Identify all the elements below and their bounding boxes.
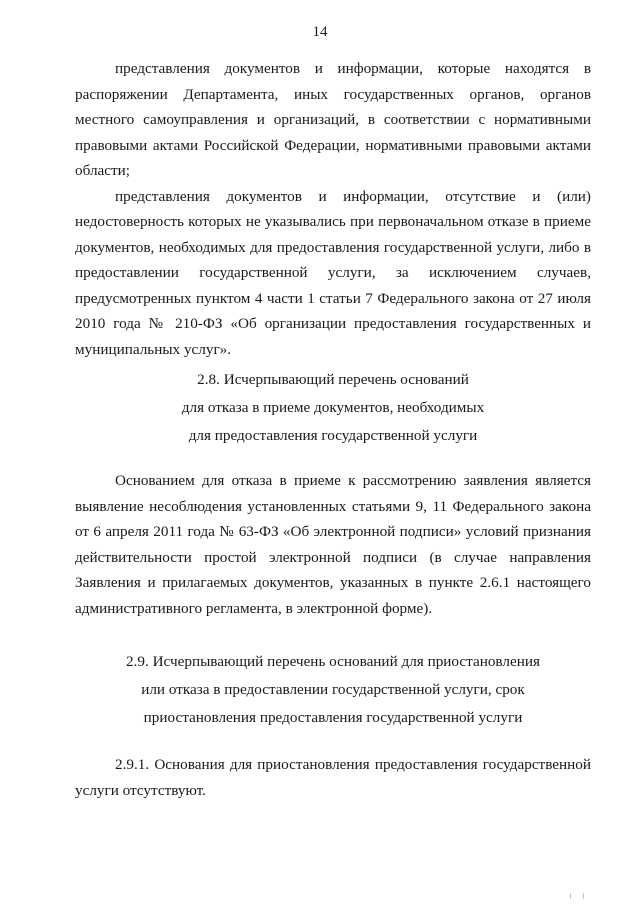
scan-artifact-mark xyxy=(570,893,571,899)
heading-2-9-line-3: приостановления предоставления государственной услуги xyxy=(143,709,523,726)
paragraph-refusal-grounds: Основанием для отказа в приеме к рассмотрению заявления является выявление несоблюдения установленных статьями 9, 11 Федерального закона от 6 апреля 2011 года № 63-ФЗ «Об электронной подписи» условий признания действительности простой электронной подписи (в случае направления Заявления и прилагаемых документов, указанных в пункте 2.6.1 настоящего административного регламента, в электронной форме). xyxy=(75,472,591,617)
heading-2-9-line-1: 2.9. Исчерпывающий перечень оснований для приостановления xyxy=(126,653,540,670)
section-heading-2-8 xyxy=(60,366,606,450)
scan-artifact-mark xyxy=(583,893,584,899)
page-number: 14 xyxy=(312,24,328,40)
paragraph-documents-not-indicated: представления документов и информации, отсутствие и (или) недостоверность которых не указывались при первоначальном отказе в приеме документов, необходимых для предоставления государственной услуги, либо в предоставлении государственной услуги, за исключением случаев, предусмотренных пунктом 4 части 1 статьи 7 Федерального закона от 27 июля 2010 года № 210-ФЗ «Об организации предоставления государственных и муниципальных услуг». xyxy=(75,187,591,358)
text-block-grounds xyxy=(75,56,591,362)
paragraph-suspension-grounds: 2.9.1. Основания для приостановления предоставления государственной услуги отсутствуют. xyxy=(75,756,591,799)
heading-2-8-line-2: для отказа в приеме документов, необходимых xyxy=(181,399,485,416)
paragraph-documents-in-possession: представления документов и информации, которые находятся в распоряжении Департамента, иных государственных органов, органов местного самоуправления и организаций, в соответствии с нормативными правовыми актами Российской Федерации, нормативными правовыми актами области; xyxy=(75,60,591,179)
heading-2-8-line-1: 2.8. Исчерпывающий перечень оснований xyxy=(197,371,469,388)
heading-2-8-line-3: для предоставления государственной услуги xyxy=(188,427,478,444)
text-block-refusal-grounds xyxy=(75,468,591,621)
section-heading-2-9 xyxy=(60,648,606,732)
heading-2-9-line-2: или отказа в предоставлении государственной услуги, срок xyxy=(141,681,525,698)
text-block-suspension xyxy=(75,752,591,803)
